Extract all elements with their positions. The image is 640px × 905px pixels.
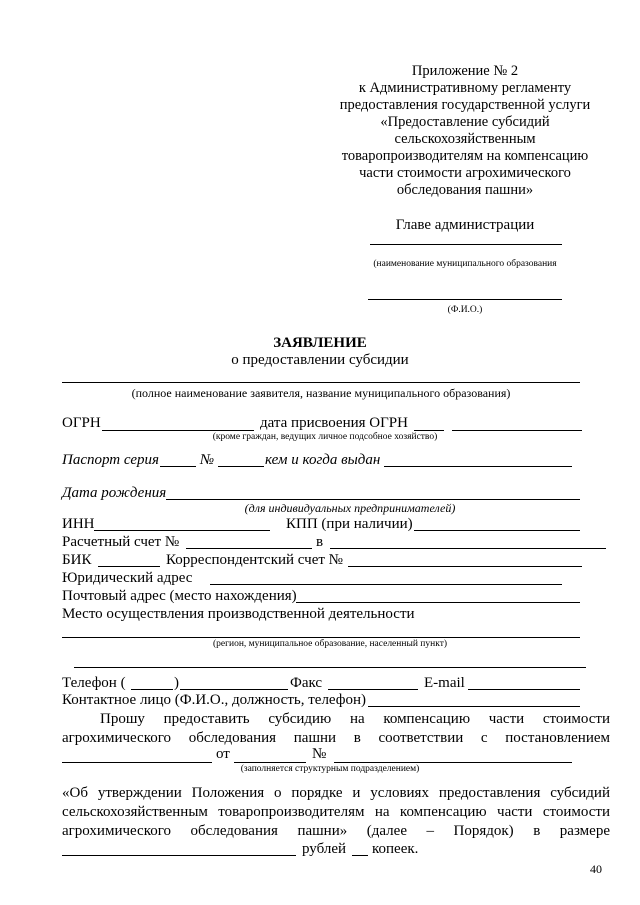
contact-field[interactable] [368,706,580,707]
applicant-hint: (полное наименование заявителя, название муниципального образования) [131,386,511,400]
ogrn-field[interactable] [102,430,254,431]
applicant-name-field[interactable] [62,382,580,383]
fio-hint: (Ф.И.О.) [447,305,483,315]
corr-account-label: Корреспондентский счет № [166,552,343,568]
rubles-label: рублей [302,841,347,857]
inn-field[interactable] [94,530,270,531]
resolution-number-field[interactable] [334,762,572,763]
account-label: Расчетный счет № [62,534,180,550]
request-line-1: Прошу предоставить субсидию на компенсацию части стоимости [100,711,610,727]
structural-hint: (заполняется структурным подразделением) [240,764,420,774]
kopecks-label: копеек. [372,841,419,857]
birth-date-label: Дата рождения [62,485,167,501]
phone-code-field[interactable] [131,689,173,690]
activity-place-field[interactable] [62,637,580,638]
appendix-line: к Административному регламенту [358,80,572,96]
resolution-date-field[interactable] [234,762,306,763]
postal-address-field[interactable] [296,602,580,603]
phone-close: ) [174,675,179,691]
region-hint: (регион, муниципальное образование, населенный пункт) [212,639,448,649]
document-subtitle: о предоставлении субсидии [231,352,409,368]
page-number: 40 [590,862,602,876]
phone-label: Телефон ( [62,675,126,691]
resolution-field[interactable] [62,762,212,763]
bik-label: БИК [62,552,92,568]
passport-issued-field[interactable] [384,466,572,467]
resolution-number-label: № [312,746,327,762]
ogrn-date-field-2[interactable] [452,430,582,431]
fax-label: Факс [290,675,323,691]
bank-field[interactable] [330,548,606,549]
appendix-line: части стоимости агрохимического [359,165,571,181]
document-title: ЗАЯВЛЕНИЕ [273,335,367,351]
ogrn-hint: (кроме граждан, ведущих личное подсобное хозяйство) [212,432,438,442]
legal-address-label: Юридический адрес [62,570,193,586]
fax-field[interactable] [328,689,418,690]
amount-rubles-field[interactable] [62,855,296,856]
kpp-field[interactable] [414,530,580,531]
ogrn-date-field-1[interactable] [414,430,444,431]
corr-account-field[interactable] [348,566,582,567]
appendix-line: сельскохозяйственным [394,131,536,147]
ogrn-label: ОГРН [62,415,101,431]
passport-number-label: № [200,452,215,468]
municipality-hint: (наименование муниципального образования [373,259,557,269]
request-line-2: агрохимического обследования пашни в соответствии с постановлением [62,730,610,746]
email-label: E-mail [424,675,465,691]
para-line-1: «Об утверждении Положения о порядке и условиях предоставления субсидий [62,785,610,801]
entrepreneur-hint: (для индивидуальных предпринимателей) [244,501,456,515]
amount-kopecks-field[interactable] [352,855,368,856]
passport-issued-label: кем и когда выдан [265,452,381,468]
bank-label: в [316,534,324,550]
birth-date-field[interactable] [166,499,580,500]
legal-address-field[interactable] [210,584,562,585]
phone-field[interactable] [180,689,288,690]
ogrn-date-label: дата присвоения ОГРН [260,415,408,431]
activity-place-field-2[interactable] [74,667,586,668]
para-line-3: агрохимического обследования пашни» (далее – Порядок) в размере [62,823,610,839]
fio-field-line[interactable] [368,299,562,300]
passport-series-field[interactable] [160,466,196,467]
email-field[interactable] [468,689,580,690]
appendix-line: обследования пашни» [396,182,534,198]
postal-address-label: Почтовый адрес (место нахождения) [62,588,297,604]
para-line-2: сельскохозяйственным товаропроизводителям на компенсацию части стоимости [62,804,610,820]
bik-field[interactable] [98,566,160,567]
municipality-field-line[interactable] [370,244,562,245]
appendix-line: предоставления государственной услуги [339,97,591,113]
appendix-line: «Предоставление субсидий [380,114,550,130]
appendix-line: товаропроизводителям на компенсацию [341,148,589,164]
account-field[interactable] [186,548,312,549]
appendix-line: Приложение № 2 [411,63,519,79]
from-label: от [216,746,230,762]
passport-number-field[interactable] [218,466,264,467]
kpp-label: КПП (при наличии) [286,516,413,532]
passport-series-label: Паспорт серия [62,452,159,468]
contact-label: Контактное лицо (Ф.И.О., должность, телефон) [62,692,367,708]
activity-place-label: Место осуществления производственной деятельности [62,606,415,622]
addressee: Главе администрации [395,217,535,233]
inn-label: ИНН [62,516,95,532]
